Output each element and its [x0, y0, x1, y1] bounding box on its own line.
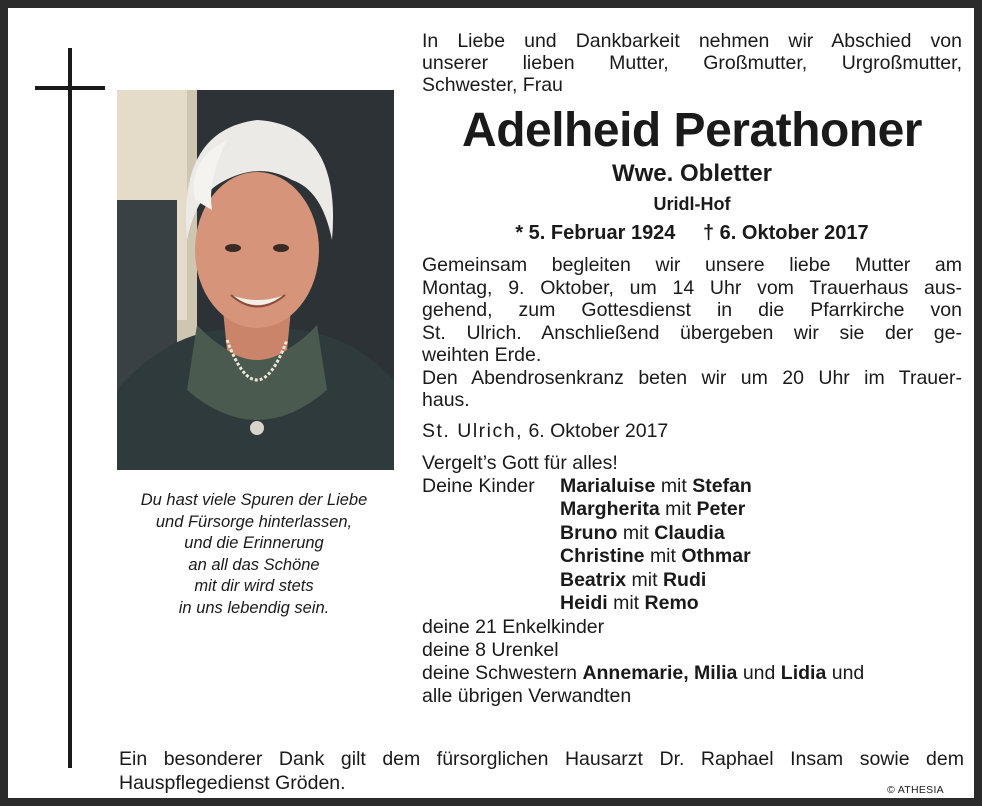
portrait-photo	[117, 90, 394, 470]
funeral-line: haus.	[422, 389, 470, 411]
list-item	[422, 522, 962, 546]
memorial-quote	[104, 490, 404, 619]
quote-line: Du hast viele Spuren der Liebe	[140, 491, 368, 509]
great-grandchildren-line: deine 8 Urenkel	[422, 638, 559, 661]
sisters-names: Annemarie, Milia	[582, 661, 738, 684]
funeral-line: weihten Erde.	[422, 344, 542, 366]
conjunction: mit	[622, 521, 649, 544]
intro-line: unserer lieben Mutter, Großmutter, Urgroßmutter,	[422, 52, 962, 74]
child-name: Christine	[560, 545, 645, 567]
conjunction: mit	[665, 498, 692, 520]
intro-line: Schwester, Frau	[422, 74, 563, 96]
notice-text-column	[422, 30, 962, 708]
quote-line: und Fürsorge hinterlassen,	[155, 512, 353, 531]
child-name: Bruno	[560, 521, 618, 544]
conjunction: und	[742, 661, 776, 684]
funeral-details	[422, 254, 962, 412]
partner-name: Remo	[644, 592, 699, 614]
copyright-notice: © ATHESIA	[887, 784, 944, 796]
funeral-line: Gemeinsam begleiten wir unsere liebe Mutter am	[422, 254, 962, 276]
sisters-prefix: deine Schwestern	[422, 661, 578, 684]
list-item	[422, 569, 962, 593]
child-name: Heidi	[560, 592, 608, 614]
intro-paragraph	[422, 30, 962, 96]
sister-name: Lidia	[780, 661, 827, 684]
conjunction: mit	[649, 545, 676, 567]
child-name: Margherita	[560, 498, 660, 520]
place-name: St. Ulrich,	[422, 419, 524, 442]
conjunction: und	[831, 661, 865, 684]
partner-name: Peter	[696, 498, 746, 520]
funeral-line: Den Abendrosenkranz beten wir um 20 Uhr im Trauer-	[422, 366, 962, 389]
partner-name: Othmar	[681, 545, 751, 567]
sisters-line	[422, 662, 962, 685]
list-item	[422, 545, 962, 569]
acknowledgement-line: Ein besonderer Dank gilt dem fürsorglichen Hausarzt Dr. Raphael Insam sowie dem	[119, 748, 964, 770]
grandchildren-line: deine 21 Enkelkinder	[422, 615, 605, 638]
cross-horizontal-beam	[35, 86, 105, 90]
funeral-line: Montag, 9. Oktober, um 14 Uhr vom Trauerhaus aus-	[422, 276, 962, 299]
death-date: † 6. Oktober 2017	[703, 222, 869, 244]
quote-line: mit dir wird stets	[194, 577, 314, 595]
partner-name: Stefan	[692, 474, 752, 497]
quote-line: in uns lebendig sein.	[178, 598, 330, 617]
child-name: Beatrix	[560, 568, 627, 591]
conjunction: mit	[631, 568, 658, 591]
list-item	[422, 592, 962, 616]
conjunction: mit	[613, 592, 640, 614]
funeral-line: gehend, zum Gottesdienst in die Pfarrkirche von	[422, 299, 962, 321]
acknowledgement-line: Hauspflegedienst Gröden.	[119, 772, 346, 794]
place-and-date	[422, 420, 962, 442]
intro-line: In Liebe und Dankbarkeit nehmen wir Abschied von	[422, 30, 962, 52]
acknowledgement	[119, 747, 964, 795]
children-lead: Deine Kinder	[422, 474, 535, 497]
partner-name: Claudia	[654, 521, 725, 544]
quote-line: an all das Schöne	[188, 555, 320, 574]
widow-of: Wwe. Obletter	[611, 160, 773, 187]
birth-date: * 5. Februar 1924	[515, 222, 676, 244]
cross-vertical-beam	[68, 48, 72, 768]
partner-name: Rudi	[662, 568, 707, 591]
notice-date: 6. Oktober 2017	[528, 419, 669, 442]
conjunction: mit	[660, 474, 687, 497]
funeral-line: St. Ulrich. Anschließend übergeben wir sie der ge-	[422, 321, 962, 344]
list-item	[422, 475, 962, 499]
farm-name: Uridl-Hof	[653, 194, 731, 214]
quote-line: und die Erinnerung	[184, 534, 324, 552]
thanks-line: Vergelt’s Gott für alles!	[422, 451, 618, 474]
life-dates	[422, 220, 962, 246]
child-name: Marialuise	[560, 474, 656, 497]
list-item	[422, 498, 962, 522]
deceased-name: Adelheid Perathoner	[462, 104, 922, 157]
children-list	[422, 475, 962, 616]
relatives-line: alle übrigen Verwandten	[422, 684, 632, 707]
